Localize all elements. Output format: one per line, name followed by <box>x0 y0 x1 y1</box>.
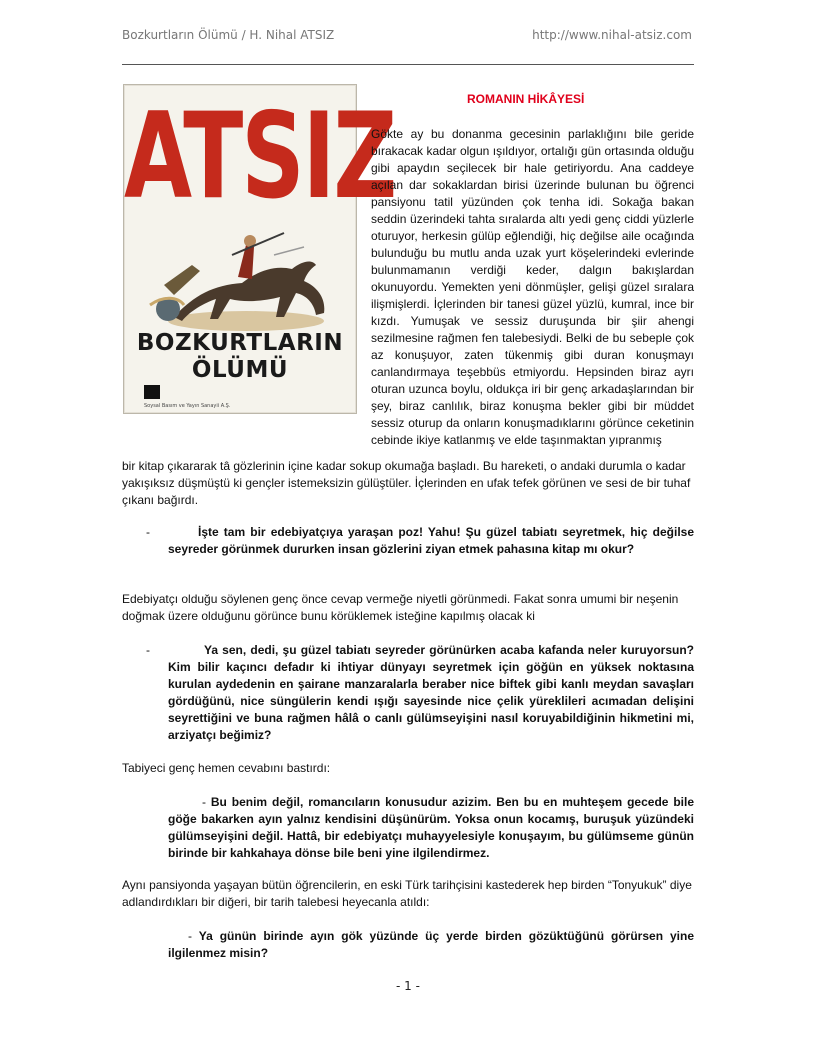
dialog-dash: - <box>202 795 206 809</box>
dialog-line-3-text: Bu benim değil, romancıların konusudur azizim. Ben bu en muhteşem gecede bile göğe bakarken ayın yalnız kendisini düşünürüm. Yoksa onun kocamış, buruşuk yüzündeki gülümseyişini değil. Hattâ, bir edebiyatçı muhayyelesiyle konuşayım, bu gülümseme günün birinde bir kahkahaya dönse bile beni yine ilgilendirmez. <box>168 795 694 860</box>
dialog-dash: - <box>188 929 192 943</box>
dialog-line-4-text: Ya günün birinde ayın gök yüzünde üç yerde birden gözüktüğünü görürsen yine ilgilenmez misin? <box>168 929 694 960</box>
intro-paragraph-continued: bir kitap çıkararak tâ gözlerinin içine kadar sokup okumağa başladı. Bu hareketi, o andaki durumla o kadar yakışıksız düşmüştü ki gençler istemeksizin gülüştüler. İçlerinden en ufak tefek görünen ve sesi de bir tuhaf çıkanı bağırdı. <box>122 459 691 507</box>
header-book-title: Bozkurtların Ölümü / H. Nihal ATSIZ <box>122 28 335 42</box>
cover-title-line2: ÖLÜMÜ <box>191 357 289 383</box>
dialog-dash: - <box>146 525 150 539</box>
book-cover-image <box>123 84 396 414</box>
chapter-title: ROMANIN HİKÂYESİ <box>467 92 585 106</box>
cover-publisher-name: Soysal Basım ve Yayın Sanayii A.Ş. <box>144 403 231 409</box>
dialog-line-1: İşte tam bir edebiyatçıya yaraşan poz! Yahu! Şu güzel tabiatı seyretmek, hiç değilse seyreder görünmek dururken insan gözlerini ziyan etmek pahasına kitap mı okur? <box>168 525 694 556</box>
cover-author-name: ATSIZ <box>124 86 396 226</box>
intro-paragraph: Gökte ay bu donanma gecesinin parlaklığını bile geride bırakacak kadar olgun ışıldıyor, ortalığı gün ortasında olduğu gibi apaydın seçilecek bir hale getiriyordu. Ana caddeye açılan dar sokaklardan birisi üzerinde bulunan bu öğrenci pansiyonu tatil yüzünden çok tenha idi. Sokağa bakan seddin üzerindeki tahta sıralarda altı yedi genç ciddi yüzlerle oturuyor, herkesin gülüp eğlendiği, hiç değilse aile ocağında bulunduğu bu mutlu anda uzak yurt köşelerindeki evlerinde bulunmamanın verdiği keder, dalgın bakışlardan okunuyordu. Yemekten yeni dönmüşler, gelişi güzel sıralara ilişmişlerdi. İçlerinden bir tanesi güzel yüzlü, kumral, ince bir kızdı. Yumuşak ve sessiz duruşunda bir şiir ahengi sezilmesine rağmen fen talebesiydi. Belki de bu sebeple çok az konuşuyor, zaten tükenmiş gibi duran konuşmayı canlandırmaya teşebbüs etmiyordu. Hepsinden biraz ayrı oturan uzunca boylu, oldukça iri bir genç arkadaşlarından bir şey, biraz canlılık, biraz konuşma bekler gibi bir müddet sessiz oturup da onların konuşmadıklarını görünce ceketinin cebinde ikiye katlanmış ve elde taşınmaktan yıpranmış <box>371 127 694 447</box>
page-number: - 1 - <box>396 979 420 993</box>
header-divider <box>122 64 694 65</box>
cover-horseman-illustration <box>134 225 346 337</box>
header-website-url: http://www.nihal-atsiz.com <box>532 28 692 42</box>
dialog-dash: - <box>146 643 150 657</box>
narration-paragraph-4: Aynı pansiyonda yaşayan bütün öğrencilerin, en eski Türk tarihçisini kastederek hep birden “Tonyukuk” diye adlandırdıkları bir diğeri, bir tarih talebesi heyecanla atıldı: <box>122 878 692 909</box>
publisher-logo-icon <box>144 385 160 399</box>
dialog-line-3 <box>168 794 694 862</box>
narration-paragraph-3: Tabiyeci genç hemen cevabını bastırdı: <box>122 761 331 775</box>
dialog-line-2: Ya sen, dedi, şu güzel tabiatı seyreder görünürken acaba kafanda neler kuruyorsun? Kim bilir kaçıncı defadır ki ihtiyar dünyayı seyretmek için göğün en yüksek noktasına kurulan aydedenin en şairane manzaralarla beraber nice biftek gibi kanlı meydan savaşları gördüğünü, nice süngülerin kendi ışığı sayesinde nice çelik yüreklileri acımadan delişini seyrettiğini ve buna rağmen hâlâ o canlı gülümseyişini nasıl koruyabildiğinin hikmetini mi, arziyatçı beğimiz? <box>168 643 694 742</box>
cover-title-line1: BOZKURTLARIN <box>136 330 344 356</box>
dialog-line-4 <box>168 928 694 962</box>
narration-paragraph-2: Edebiyatçı olduğu söylenen genç önce cevap vermeğe niyetli görünmedi. Fakat sonra umumi bir neşenin doğmak üzere olduğunu görünce bunu körüklemek isteğine kapılmış olacak ki <box>122 592 679 623</box>
